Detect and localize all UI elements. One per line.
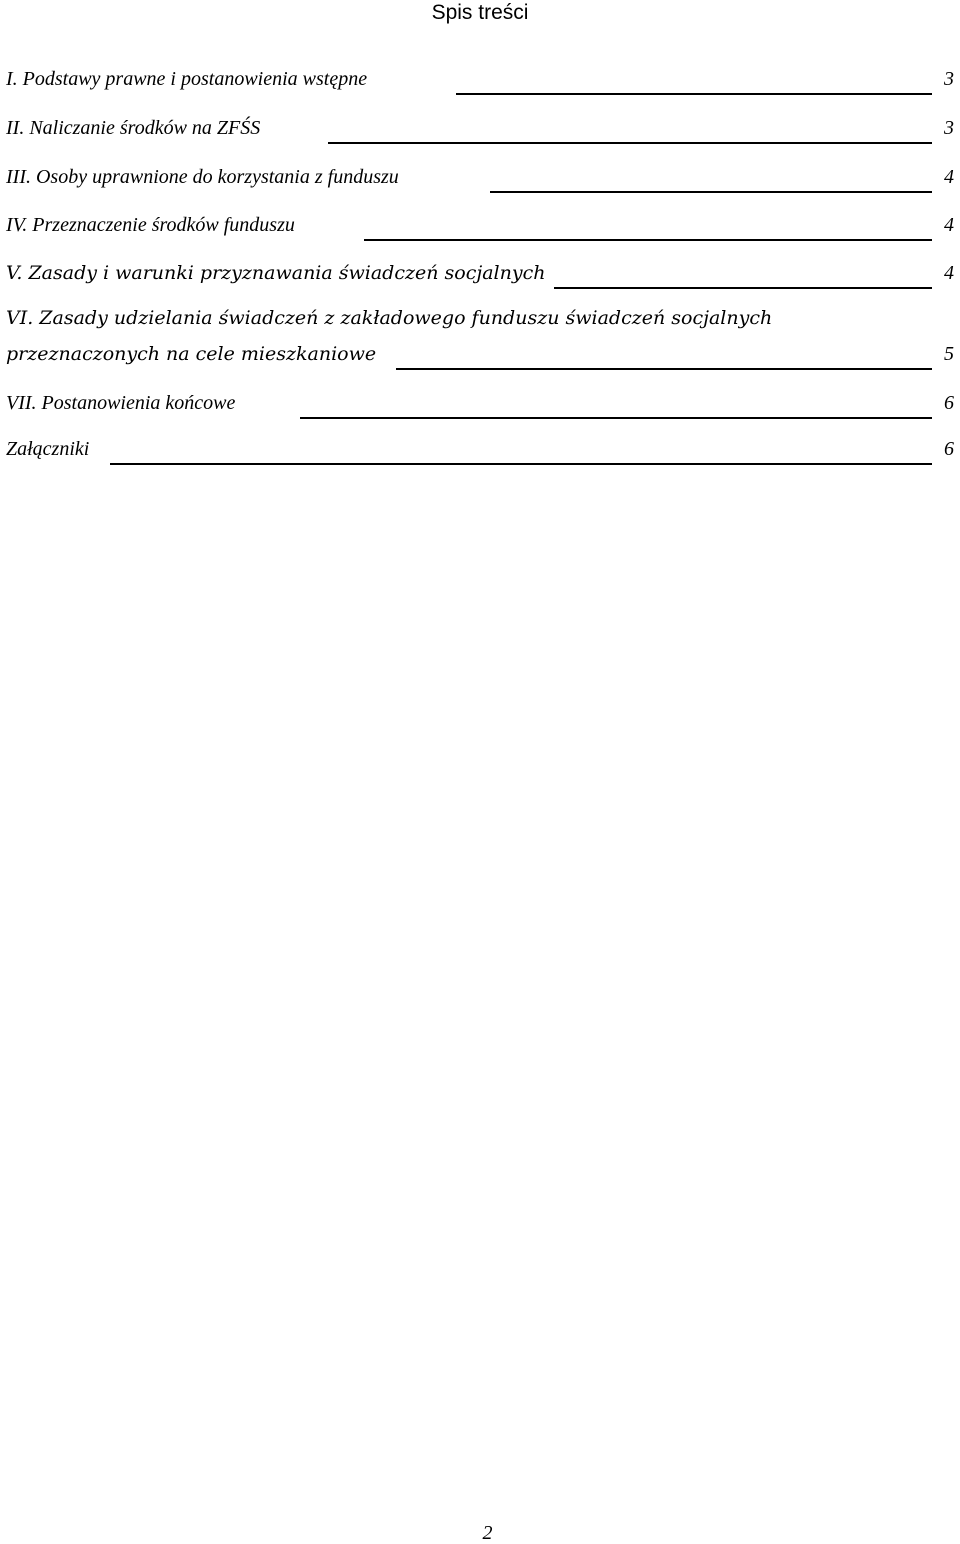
toc-leader-line [328,142,932,144]
toc-entry-8[interactable] [6,436,954,460]
toc-entry-page: 6 [944,392,954,414]
toc-entry-page: 3 [944,68,954,90]
toc-entry-1[interactable] [6,66,954,90]
toc-entry-7[interactable] [6,390,954,414]
toc-leader-line [364,239,932,241]
toc-entry-page: 4 [944,214,954,236]
toc-entry-text: Załączniki [6,438,90,460]
toc-entry-2[interactable] [6,115,954,139]
toc-leader-line [110,463,932,465]
toc-entry-text: IV. Przeznaczenie środków funduszu [6,214,295,236]
toc-entry-5[interactable] [6,260,954,284]
toc-entry-page: 5 [944,343,954,365]
toc-leader-line [396,368,932,370]
toc-entry-4[interactable] [6,212,954,236]
toc-entry-page: 3 [944,117,954,139]
toc-entry-6-line-1[interactable]: VI. Zasady udzielania świadczeń z zakładowego funduszu świadczeń socjalnych [6,307,773,329]
toc-leader-line [300,417,932,419]
toc-entry-3[interactable] [6,164,954,188]
toc-entry-text: I. Podstawy prawne i postanowienia wstępne [6,68,368,90]
toc-leader-line [554,287,932,289]
toc-leader-line [490,191,932,193]
toc-entry-page: 4 [944,166,954,188]
toc-entry-text: przeznaczonych na cele mieszkaniowe [6,343,377,365]
toc-entry-page: 4 [944,262,954,284]
toc-entry-page: 6 [944,438,954,460]
toc-entry-text: V. Zasady i warunki przyznawania świadczeń socjalnych [6,262,546,284]
toc-entry-text: III. Osoby uprawnione do korzystania z funduszu [6,166,399,188]
toc-entry-text: VII. Postanowienia końcowe [6,392,236,414]
toc-entry-6[interactable] [6,341,954,365]
toc-leader-line [456,93,932,95]
toc-title: Spis treści [431,1,529,24]
page-number: 2 [482,1522,493,1544]
toc-entry-text: II. Naliczanie środków na ZFŚS [6,117,261,139]
